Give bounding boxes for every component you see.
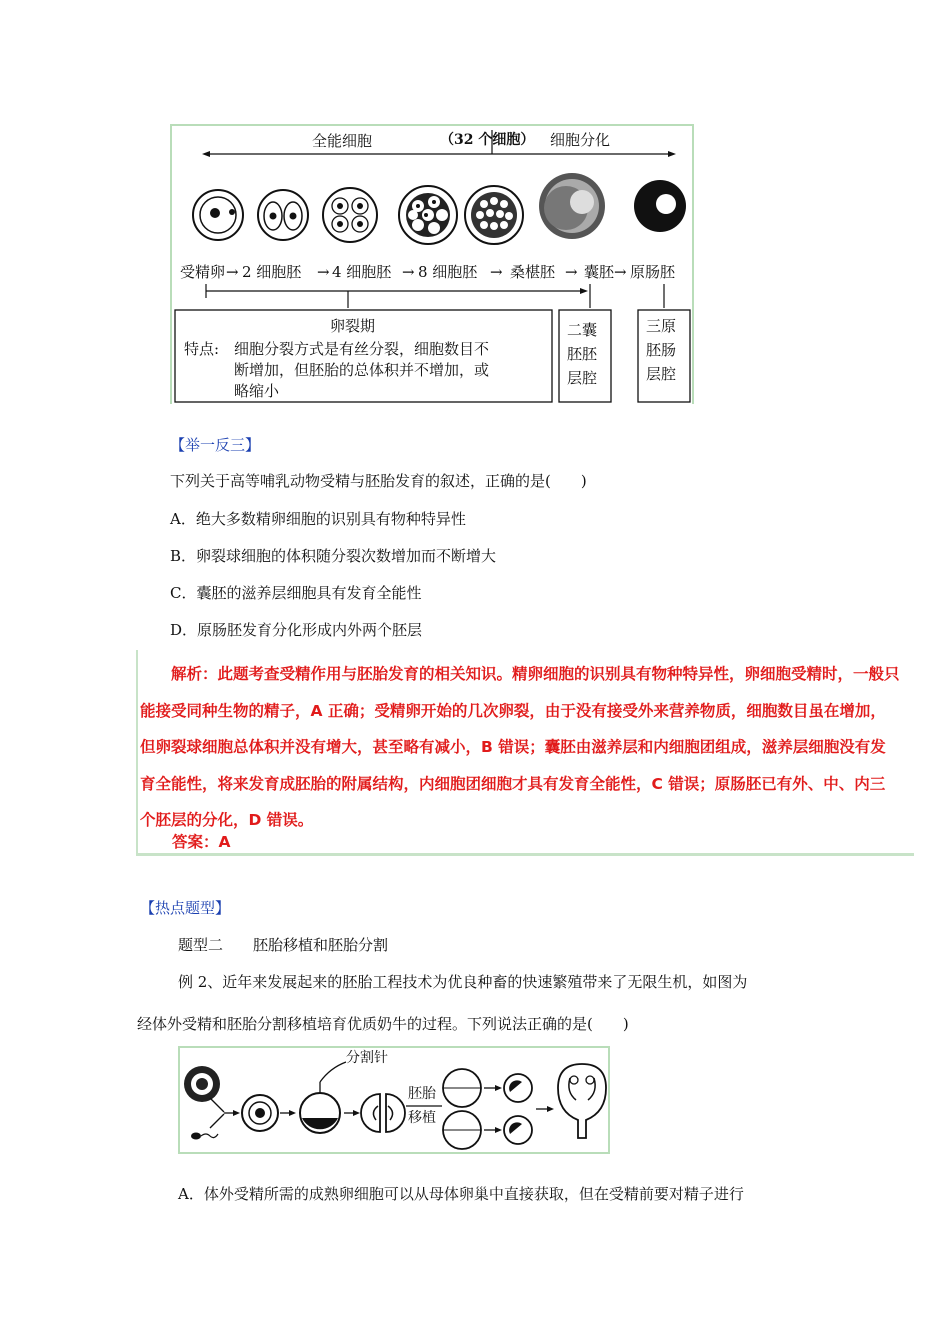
four-cell-embryo-icon <box>323 188 377 242</box>
section-heading-hot-topic: 【热点题型】 <box>140 899 231 917</box>
gastrula-box-line-1: 三原 <box>646 317 677 335</box>
recipient-embryo-top-icon <box>443 1069 481 1107</box>
uterus-twins-icon <box>558 1064 606 1138</box>
arrow-6: → <box>614 263 627 281</box>
topic-title: 题型二 胚胎移植和胚胎分割 <box>178 936 389 954</box>
blastocyst-box-line-2: 胚胚 <box>567 345 598 363</box>
transfer-label-1: 胚胎 <box>408 1086 436 1102</box>
analysis-box <box>136 650 914 856</box>
stage-blastocyst: 囊胚 <box>584 263 615 281</box>
arrow-right-head <box>668 151 676 157</box>
stage-8-cell: 8 细胞胚 <box>418 263 478 281</box>
cell-count-label: （32 个细胞） <box>440 132 535 148</box>
arrow-5: → <box>565 263 578 281</box>
sperm-icon <box>191 1133 218 1140</box>
embryo-splitting-figure <box>178 1046 610 1154</box>
question-text: 下列关于高等哺乳动物受精与胚胎发育的叙述，正确的是( ) <box>170 472 587 490</box>
answer-text: 答案：A <box>172 833 231 851</box>
developing-embryo-bottom-icon <box>504 1116 532 1144</box>
arrow-left-head <box>202 151 210 157</box>
splitting-needle-label: 分割针 <box>346 1050 388 1066</box>
blastocyst-icon <box>539 173 605 239</box>
stage-morula: 桑椹胚 <box>510 263 556 281</box>
stage-2-cell: 2 细胞胚 <box>242 263 302 281</box>
fertilized-egg-icon <box>242 1095 278 1131</box>
arrow-3: → <box>402 263 415 281</box>
option-a: A．绝大多数精卵细胞的识别具有物种特异性 <box>170 510 466 528</box>
zygote-icon <box>193 190 243 240</box>
developing-embryo-top-icon <box>504 1074 532 1102</box>
embryo-splitting-diagram <box>180 1048 608 1152</box>
cleavage-title: 卵裂期 <box>330 317 376 335</box>
stage-4-cell: 4 细胞胚 <box>332 263 392 281</box>
gastrula-icon <box>634 180 686 232</box>
arrow-1: → <box>226 263 239 281</box>
blastocyst-split-icon <box>300 1062 346 1133</box>
blastocyst-box-line-1: 二囊 <box>567 321 598 339</box>
two-cell-embryo-icon <box>258 190 308 240</box>
stage-zygote: 受精卵 <box>180 263 226 281</box>
section-heading-practice: 【举一反三】 <box>170 436 261 454</box>
gastrula-box-line-2: 胚肠 <box>646 341 677 359</box>
arrow-4: → <box>490 263 503 281</box>
morula-icon <box>465 186 523 244</box>
differentiation-label: 细胞分化 <box>550 131 611 149</box>
split-embryo-halves-icon <box>361 1094 405 1132</box>
gastrula-box-line-3: 层腔 <box>646 365 677 383</box>
example-line-2: 经体外受精和胚胎分割移植培育优质奶牛的过程。下列说法正确的是( ) <box>137 1015 629 1033</box>
example-line-1: 例 2、近年来发展起来的胚胎工程技术为优良种畜的快速繁殖带来了无限生机，如图为 <box>178 973 748 991</box>
feature-line-3: 略缩小 <box>234 382 280 400</box>
option-c: C．囊胚的滋养层细胞具有发育全能性 <box>170 584 422 602</box>
blastocyst-box-line-3: 层腔 <box>567 369 598 387</box>
embryo-development-diagram <box>172 126 692 404</box>
option-a-section2: A．体外受精所需的成熟卵细胞可以从母体卵巢中直接获取，但在受精前要对精子进行 <box>178 1185 744 1203</box>
recipient-embryo-bottom-icon <box>443 1111 481 1149</box>
totipotent-label: 全能细胞 <box>312 132 373 150</box>
transfer-label-2: 移植 <box>408 1110 436 1126</box>
eight-cell-embryo-icon <box>399 186 457 244</box>
option-b: B．卵裂球细胞的体积随分裂次数增加而不断增大 <box>170 547 497 565</box>
arrow-2: → <box>317 263 330 281</box>
option-d: D．原肠胚发育分化形成内外两个胚层 <box>170 621 423 639</box>
embryo-development-figure <box>170 124 694 404</box>
feature-line-1: 细胞分裂方式是有丝分裂，细胞数目不 <box>234 340 490 358</box>
splitting-needle <box>320 1062 346 1082</box>
feature-line-2: 断增加，但胚胎的总体积并不增加，或 <box>234 361 490 379</box>
oocyte-icon <box>184 1066 220 1102</box>
feature-label: 特点: <box>184 340 220 358</box>
analysis-text: 解析：此题考查受精作用与胚胎发育的相关知识。精卵细胞的识别具有物种特异性，卵细胞受精时，一般只能接受同种生物的精子，A 正确；受精卵开始的几次卵裂，由于没有接受外来营养物质，细胞数目虽在增加，但卵裂球细胞总体积并没有增大，甚至略有减小，B 错误；囊胚由滋养层和内细胞团组成，滋养层细胞没有发育全能性，将来发育成胚胎的附属结构，内细胞团细胞才具有发育全能性，C 错误；原肠胚已有外、中、内三个胚层的分化，D 错误。 <box>140 665 900 829</box>
stage-gastrula: 原肠胚 <box>630 263 676 281</box>
